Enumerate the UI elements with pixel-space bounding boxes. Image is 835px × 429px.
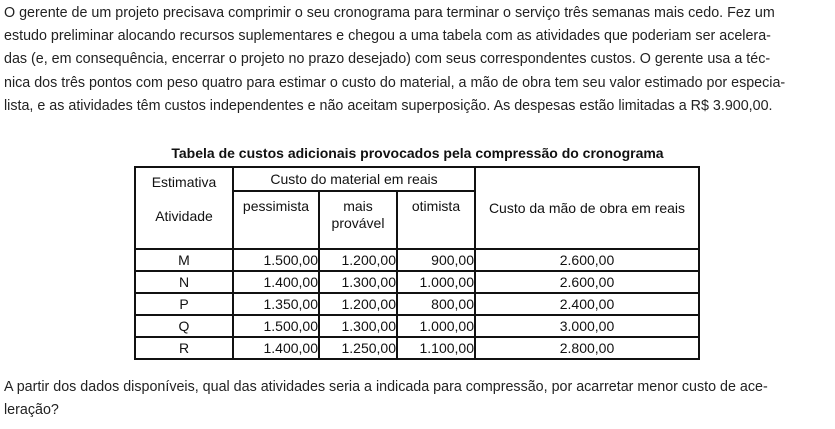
otimista-cell: 1.100,00 bbox=[397, 337, 475, 359]
otimista-cell: 1.000,00 bbox=[397, 271, 475, 293]
atividade-label: Atividade bbox=[155, 208, 213, 224]
pessimista-cell: 1.400,00 bbox=[233, 337, 319, 359]
activity-cell: N bbox=[135, 271, 233, 293]
table-row bbox=[135, 337, 699, 359]
pessimista-cell: 1.500,00 bbox=[233, 249, 319, 271]
estimativa-label: Estimativa bbox=[151, 174, 217, 190]
labor-cost-header: Custo da mão de obra em reais bbox=[475, 167, 699, 249]
table-row bbox=[135, 249, 699, 271]
question-line: A partir dos dados disponíveis, qual das atividades seria a indicada para compressão, por acarretar menor custo de ace- bbox=[4, 379, 768, 395]
otimista-cell: 800,00 bbox=[397, 293, 475, 315]
statement-line: nica dos três pontos com peso quatro para estimar o custo do material, a mão de obra tem seu valor estimado por especia- bbox=[4, 74, 786, 91]
activity-cell: Q bbox=[135, 315, 233, 337]
cost-table bbox=[134, 166, 700, 360]
table-row bbox=[135, 271, 699, 293]
statement-line: O gerente de um projeto precisava comprimir o seu cronograma para terminar o serviço três semanas mais cedo. Fez um bbox=[4, 5, 775, 21]
table-caption: Tabela de custos adicionais provocados pela compressão do cronograma bbox=[171, 145, 664, 161]
pessimista-cell: 1.500,00 bbox=[233, 315, 319, 337]
pessimista-header bbox=[233, 191, 319, 249]
mais-provavel-header bbox=[319, 191, 397, 249]
mais-provavel-cell: 1.300,00 bbox=[319, 315, 397, 337]
labor-cost-cell: 2.600,00 bbox=[475, 271, 699, 293]
otimista-label: otimista bbox=[411, 198, 461, 214]
otimista-cell: 1.000,00 bbox=[397, 315, 475, 337]
labor-cost-cell: 2.800,00 bbox=[475, 337, 699, 359]
table-row bbox=[135, 293, 699, 315]
statement-line: das (e, em consequência, encerrar o projeto no prazo desejado) com seus correspondentes custos. O gerente usa a téc- bbox=[4, 51, 771, 68]
question-text bbox=[4, 376, 832, 422]
pessimista-label: pessimista bbox=[242, 198, 310, 214]
table-row bbox=[135, 315, 699, 337]
mais-provavel-label: mais provável bbox=[331, 198, 385, 231]
activity-cell: P bbox=[135, 293, 233, 315]
mais-provavel-cell: 1.250,00 bbox=[319, 337, 397, 359]
labor-cost-cell: 2.400,00 bbox=[475, 293, 699, 315]
mais-provavel-cell: 1.300,00 bbox=[319, 271, 397, 293]
problem-statement bbox=[4, 2, 832, 118]
pessimista-cell: 1.350,00 bbox=[233, 293, 319, 315]
labor-cost-cell: 2.600,00 bbox=[475, 249, 699, 271]
material-cost-group-header: Custo do material em reais bbox=[233, 167, 475, 191]
mais-provavel-cell: 1.200,00 bbox=[319, 293, 397, 315]
statement-line: lista, e as atividades têm custos independentes e não aceitam superposição. As despesas estão limitadas a R$ 3.900,00. bbox=[4, 97, 773, 114]
question-line: leração? bbox=[4, 402, 59, 419]
estimativa-atividade-header bbox=[135, 167, 233, 249]
labor-cost-cell: 3.000,00 bbox=[475, 315, 699, 337]
pessimista-cell: 1.400,00 bbox=[233, 271, 319, 293]
otimista-header bbox=[397, 191, 475, 249]
otimista-cell: 900,00 bbox=[397, 249, 475, 271]
activity-cell: M bbox=[135, 249, 233, 271]
mais-provavel-cell: 1.200,00 bbox=[319, 249, 397, 271]
activity-cell: R bbox=[135, 337, 233, 359]
statement-line: estudo preliminar alocando recursos suplementares e chegou a uma tabela com as atividades que poderiam ser acelera- bbox=[4, 28, 771, 45]
